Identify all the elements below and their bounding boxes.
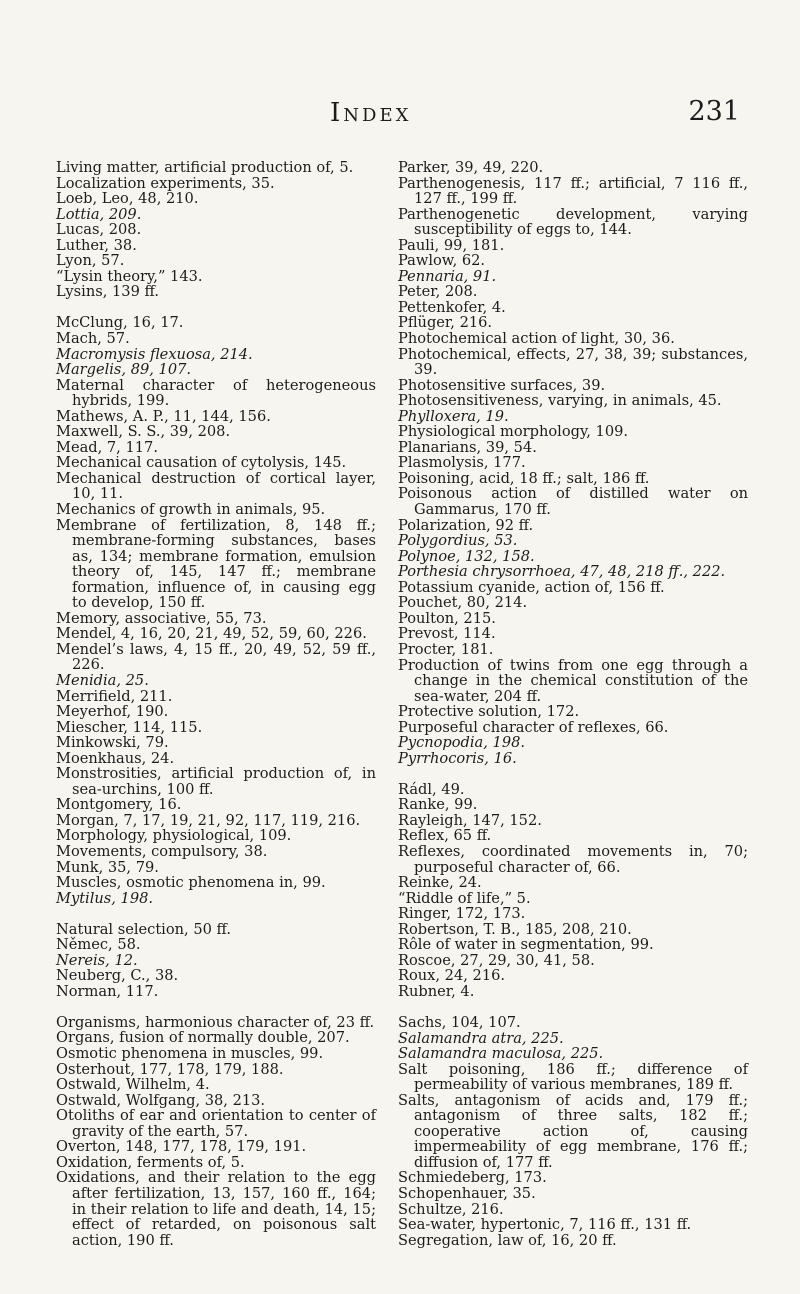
index-entry: Rádl, 49.: [398, 780, 465, 798]
index-entry: Planarians, 39, 54.: [398, 438, 537, 456]
index-entry: Meyerhof, 190.: [56, 703, 169, 721]
index-entry: Mechanical destruction of cortical layer, 10, 11.: [56, 469, 376, 503]
index-entry: Osterhout, 177, 178, 179, 188.: [56, 1060, 284, 1078]
index-entry: Mechanics of growth in animals, 95.: [56, 500, 326, 518]
index-entry: Photosensitive surfaces, 39.: [398, 376, 606, 394]
index-entry: Organisms, harmonious character of, 23 ff.: [56, 1013, 375, 1031]
index-entry: Pennaria, 91.: [398, 267, 497, 285]
index-entry: Procter, 181.: [398, 640, 494, 658]
index-entry: Margelis, 89, 107.: [56, 361, 192, 379]
index-entry: Poulton, 215.: [398, 609, 496, 627]
index-entry: Parker, 39, 49, 220.: [398, 159, 544, 176]
index-entry: Minkowski, 79.: [56, 734, 169, 752]
index-entry: Salt poisoning, 186 ff.; difference of permeability of various membranes, 189 ff.: [398, 1060, 748, 1094]
index-entry: Moenkhaus, 24.: [56, 749, 175, 767]
index-entry: Membrane of fertilization, 8, 148 ff.; membrane-forming substances, bases as, 134; membrane formation, emulsion theory of, 145, 147 ff.; membrane formation, influence of, in causing egg to develop, 150 ff.: [56, 516, 376, 612]
index-entry: Sea-water, hypertonic, 7, 116 ff., 131 ff.: [398, 1216, 692, 1234]
index-entry: “Riddle of life,” 5.: [398, 889, 531, 907]
index-entry: Ostwald, Wolfgang, 38, 213.: [56, 1091, 266, 1109]
index-entry: Protective solution, 172.: [398, 703, 580, 721]
section-gap: [56, 300, 376, 316]
index-entry: Photochemical action of light, 30, 36.: [398, 330, 675, 348]
index-entry: Oxidations, and their relation to the egg after fertilization, 13, 157, 160 ff., 164; in their relation to life and death, 14, 15; effect of retarded, on poisonous salt action, 190 ff.: [56, 1169, 376, 1249]
index-column-right: [398, 160, 748, 1248]
index-entry: Memory, associative, 55, 73.: [56, 609, 267, 627]
index-entry: Ranke, 99.: [398, 796, 478, 814]
index-entry: Photochemical, effects, 27, 38, 39; substances, 39.: [398, 345, 748, 379]
index-entry: Organs, fusion of normally double, 207.: [56, 1029, 350, 1047]
index-entry: Maternal character of heterogeneous hybrids, 199.: [56, 376, 376, 410]
index-entry: Lysins, 139 ff.: [56, 283, 159, 301]
index-entry: Pouchet, 80, 214.: [398, 594, 528, 612]
index-entry: Pawlow, 62.: [398, 252, 486, 270]
index-entry: Morgan, 7, 17, 19, 21, 92, 117, 119, 216.: [56, 811, 361, 829]
index-entry: Salts, antagonism of acids and, 179 ff.; antagonism of three salts, 182 ff.; cooperative action of, causing impermeability of egg membrane, 176 ff.; diffusion of, 177 ff.: [398, 1091, 748, 1171]
index-entry: Roux, 24, 216.: [398, 967, 506, 985]
index-entry: Macromysis flexuosa, 214.: [56, 345, 253, 363]
index-entry: Reflexes, coordinated movements in, 70; purposeful character of, 66.: [398, 843, 748, 876]
index-entry: Peter, 208.: [398, 283, 478, 301]
index-entry: Physiological morphology, 109.: [398, 423, 629, 441]
index-entry: Merrifield, 211.: [56, 687, 173, 705]
index-entry: Pflüger, 216.: [398, 314, 493, 332]
index-entry: McClung, 16, 17.: [56, 314, 184, 332]
index-entry: Mendel, 4, 16, 20, 21, 49, 52, 59, 60, 226.: [56, 625, 367, 643]
index-entry: Natural selection, 50 ff.: [56, 920, 232, 938]
index-entry: Munk, 35, 79.: [56, 858, 159, 876]
index-entry: Movements, compulsory, 38.: [56, 843, 268, 861]
page-header: [0, 96, 800, 136]
index-entry: Salamandra maculosa, 225.: [398, 1045, 604, 1063]
index-entry: Mathews, A. P., 11, 144, 156.: [56, 407, 271, 425]
index-entry: Mechanical causation of cytolysis, 145.: [56, 454, 347, 472]
index-entry: “Lysin theory,” 143.: [56, 267, 203, 285]
index-entry: Polygordius, 53.: [398, 532, 518, 550]
index-entry: Lucas, 208.: [56, 221, 142, 239]
index-entry: Photosensitiveness, varying, in animals, 45.: [398, 392, 722, 410]
index-entry: Ostwald, Wilhelm, 4.: [56, 1076, 210, 1094]
index-entry: Prevost, 114.: [398, 625, 496, 643]
index-entry: Polynoe, 132, 158.: [398, 547, 535, 565]
index-entry: Pauli, 99, 181.: [398, 236, 505, 254]
index-entry: Lyon, 57.: [56, 252, 125, 270]
index-entry: Mach, 57.: [56, 329, 130, 347]
index-entry: Monstrosities, artificial production of, in sea-urchins, 100 ff.: [56, 765, 376, 798]
index-entry: Pettenkofer, 4.: [398, 298, 506, 316]
index-entry: Loeb, Leo, 48, 210.: [56, 190, 199, 208]
section-gap: [56, 999, 376, 1015]
index-entry: Porthesia chrysorrhoea, 47, 48, 218 ff., 222.: [398, 563, 726, 581]
index-entry: Localization experiments, 35.: [56, 174, 275, 192]
section-gap: [56, 906, 376, 922]
section-gap: [398, 766, 748, 782]
index-entry: Maxwell, S. S., 39, 208.: [56, 423, 231, 441]
index-entry: Pyrrhocoris, 16.: [398, 749, 517, 767]
index-entry: Ringer, 172, 173.: [398, 905, 526, 923]
index-entry: Schopenhauer, 35.: [398, 1185, 536, 1202]
index-entry: Mead, 7, 117.: [56, 438, 158, 456]
index-entry: Production of twins from one egg through a change in the chemical constitution of the sea-water, 204 ff.: [398, 656, 748, 705]
index-entry: Sachs, 104, 107.: [398, 1013, 521, 1031]
index-entry: Rôle of water in segmentation, 99.: [398, 936, 654, 954]
index-entry: Parthenogenesis, 117 ff.; artificial, 7 116 ff., 127 ff., 199 ff.: [398, 174, 748, 208]
index-entry: Muscles, osmotic phenomena in, 99.: [56, 874, 326, 892]
index-entry: Salamandra atra, 225.: [398, 1029, 564, 1047]
index-entry: Rayleigh, 147, 152.: [398, 811, 542, 829]
index-entry: Polarization, 92 ff.: [398, 516, 534, 534]
index-entry: Montgomery, 16.: [56, 796, 182, 814]
index-entry: Mytilus, 198.: [56, 889, 154, 907]
index-entry: Schultze, 216.: [398, 1200, 504, 1218]
index-entry: Parthenogenetic development, varying susceptibility of eggs to, 144.: [398, 205, 748, 239]
index-entry: Norman, 117.: [56, 982, 159, 1000]
index-entry: Reflex, 65 ff.: [398, 827, 492, 845]
index-entry: Oxidation, ferments of, 5.: [56, 1153, 245, 1171]
index-entry: Menidia, 25.: [56, 672, 149, 689]
index-entry: Reinke, 24.: [398, 874, 482, 892]
index-entry: Rubner, 4.: [398, 982, 475, 1000]
index-entry: Roscoe, 27, 29, 30, 41, 58.: [398, 951, 595, 969]
index-entry: Luther, 38.: [56, 236, 137, 254]
index-entry: Phylloxera, 19.: [398, 407, 509, 425]
index-column-left: [56, 160, 376, 1248]
index-entry: Purposeful character of reflexes, 66.: [398, 718, 669, 736]
index-entry: Schmiedeberg, 173.: [398, 1169, 547, 1187]
index-entry: Otoliths of ear and orientation to center of gravity of the earth, 57.: [56, 1107, 376, 1140]
index-entry: Osmotic phenomena in muscles, 99.: [56, 1045, 324, 1063]
index-entry: Potassium cyanide, action of, 156 ff.: [398, 578, 665, 596]
index-entry: Poisoning, acid, 18 ff.; salt, 186 ff.: [398, 469, 650, 487]
index-entry: Neuberg, C., 38.: [56, 967, 179, 985]
index-entry: Miescher, 114, 115.: [56, 718, 203, 736]
index-entry: Plasmolysis, 177.: [398, 454, 526, 472]
section-gap: [398, 999, 748, 1015]
index-entry: Segregation, law of, 16, 20 ff.: [398, 1231, 617, 1249]
index-entry: Pycnopodia, 198.: [398, 734, 526, 752]
index-entry: Němec, 58.: [56, 936, 141, 954]
index-entry: Mendel’s laws, 4, 15 ff., 20, 49, 52, 59 ff., 226.: [56, 640, 376, 674]
index-entry: Overton, 148, 177, 178, 179, 191.: [56, 1138, 307, 1156]
page-number: 231: [688, 96, 740, 127]
index-entry: Nereis, 12.: [56, 951, 138, 969]
index-entry: Lottia, 209.: [56, 205, 142, 223]
running-title: Index: [330, 98, 412, 128]
index-entry: Poisonous action of distilled water on Gammarus, 170 ff.: [398, 485, 748, 519]
index-entry: Living matter, artificial production of, 5.: [56, 159, 354, 176]
index-entry: Morphology, physiological, 109.: [56, 827, 292, 845]
index-entry: Robertson, T. B., 185, 208, 210.: [398, 920, 632, 938]
